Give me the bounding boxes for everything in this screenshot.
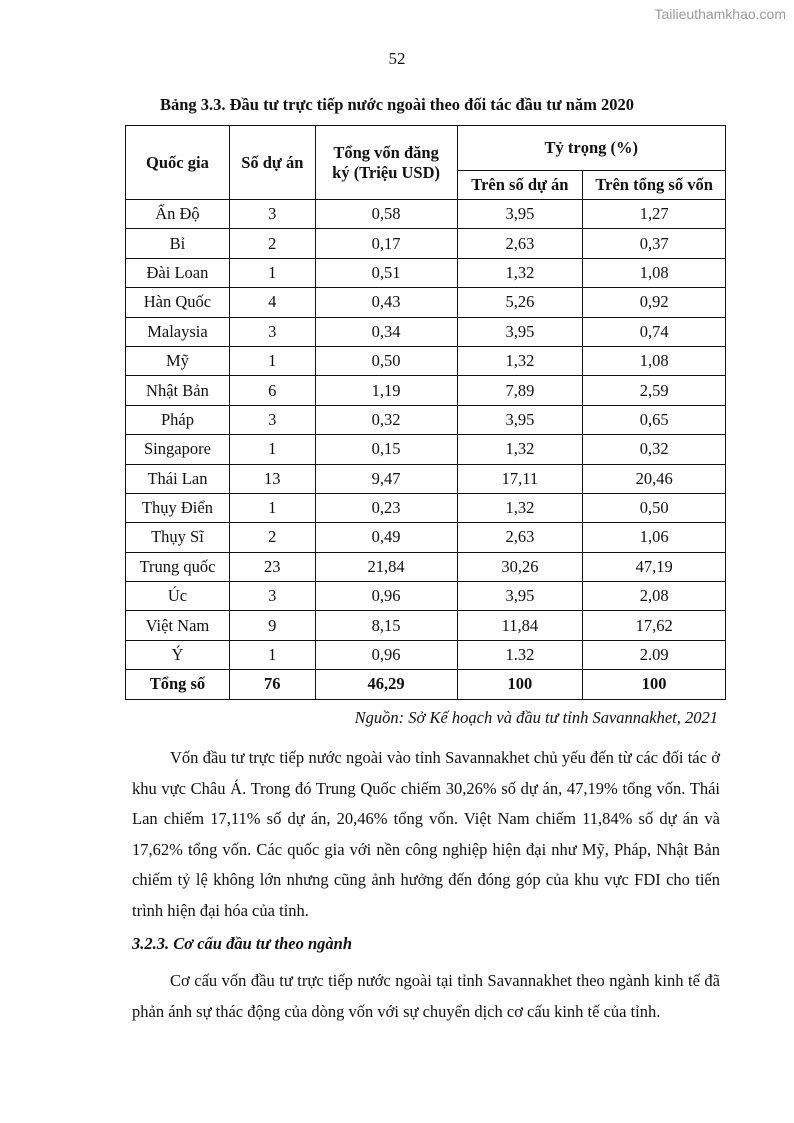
table-row [126,376,726,405]
cell-country: Thụy Điển [126,493,230,522]
fdi-partner-table [125,125,726,700]
table-row [126,258,726,287]
body-paragraph-1: Vốn đầu tư trực tiếp nước ngoài vào tỉnh Savannakhet chủ yếu đến từ các đối tác ở khu vực Châu Á. Trong đó Trung Quốc chiếm 30,26% số dự án, 47,19% tổng vốn. Thái Lan chiếm 17,11% số dự án, 20,46% tổng vốn. Việt Nam chiếm 11,84% số dự án và 17,62% tổng vốn. Các quốc gia với nền công nghiệp hiện đại như Mỹ, Pháp, Nhật Bản chiếm tỷ lệ không lớn nhưng cũng ảnh hưởng đến đóng góp của khu vực FDI cho tiến trình hiện đại hóa của tỉnh. [132,748,720,920]
cell-capital: 9,47 [315,464,457,493]
cell-share-capital: 1,06 [583,523,726,552]
cell-share-capital: 1,08 [583,346,726,375]
cell-country: Việt Nam [126,611,230,640]
cell-country: Hàn Quốc [126,288,230,317]
header-capital: Tổng vốn đăng ký (Triệu USD) [315,126,457,200]
cell-share-projects: 3,95 [457,582,583,611]
cell-country: Trung quốc [126,552,230,581]
table-title: Bảng 3.3. Đầu tư trực tiếp nước ngoài theo đối tác đầu tư năm 2020 [159,95,635,114]
cell-share-capital: 0,32 [583,435,726,464]
cell-capital: 0,34 [315,317,457,346]
cell-country: Pháp [126,405,230,434]
cell-projects: 3 [229,317,315,346]
cell-share-capital: 1,27 [583,200,726,229]
cell-country: Úc [126,582,230,611]
table-row [126,640,726,669]
cell-projects: 6 [229,376,315,405]
table-row [126,405,726,434]
cell-capital: 1,19 [315,376,457,405]
cell-share-projects: 1,32 [457,493,583,522]
cell-share-projects: 11,84 [457,611,583,640]
cell-country: Malaysia [126,317,230,346]
total-cell-share-capital: 100 [583,670,726,699]
cell-share-projects: 5,26 [457,288,583,317]
cell-capital: 0,43 [315,288,457,317]
cell-share-capital: 0,74 [583,317,726,346]
table-row [126,200,726,229]
cell-country: Thụy Sĩ [126,523,230,552]
cell-country: Bỉ [126,229,230,258]
cell-share-projects: 1,32 [457,258,583,287]
cell-country: Đài Loan [126,258,230,287]
cell-share-projects: 2,63 [457,229,583,258]
cell-share-projects: 1,32 [457,435,583,464]
cell-capital: 0,23 [315,493,457,522]
cell-projects: 1 [229,493,315,522]
cell-share-projects: 3,95 [457,317,583,346]
cell-country: Ý [126,640,230,669]
cell-capital: 0,49 [315,523,457,552]
cell-projects: 3 [229,582,315,611]
cell-projects: 1 [229,346,315,375]
table-row [126,346,726,375]
cell-country: Singapore [126,435,230,464]
page-number: 52 [388,49,406,68]
table-row [126,611,726,640]
header-share-capital: Trên tổng số vốn [583,171,726,200]
cell-share-capital: 47,19 [583,552,726,581]
cell-capital: 0,32 [315,405,457,434]
cell-share-capital: 1,08 [583,258,726,287]
section-heading: 3.2.3. Cơ cấu đầu tư theo ngành [132,934,352,953]
cell-capital: 0,96 [315,582,457,611]
table-row [126,464,726,493]
cell-share-projects: 3,95 [457,405,583,434]
cell-capital: 0,96 [315,640,457,669]
cell-capital: 0,58 [315,200,457,229]
cell-projects: 2 [229,523,315,552]
table-row [126,317,726,346]
cell-share-projects: 3,95 [457,200,583,229]
header-projects: Số dự án [229,126,315,200]
table-row [126,288,726,317]
table-row [126,435,726,464]
cell-projects: 13 [229,464,315,493]
header-country: Quốc gia [126,126,230,200]
table-row [126,229,726,258]
cell-projects: 1 [229,258,315,287]
cell-capital: 0,50 [315,346,457,375]
cell-country: Thái Lan [126,464,230,493]
cell-share-capital: 0,92 [583,288,726,317]
header-share: Tỷ trọng (%) [457,126,726,171]
cell-share-capital: 2,59 [583,376,726,405]
cell-share-projects: 30,26 [457,552,583,581]
cell-projects: 4 [229,288,315,317]
cell-share-projects: 1,32 [457,346,583,375]
cell-country: Mỹ [126,346,230,375]
table-row [126,523,726,552]
cell-projects: 2 [229,229,315,258]
cell-projects: 3 [229,200,315,229]
cell-share-capital: 17,62 [583,611,726,640]
header-share-projects: Trên số dự án [457,171,583,200]
total-cell-share-projects: 100 [457,670,583,699]
cell-share-projects: 2,63 [457,523,583,552]
cell-share-projects: 1.32 [457,640,583,669]
table-total-row [126,670,726,699]
table-row [126,552,726,581]
cell-share-capital: 0,65 [583,405,726,434]
cell-share-capital: 2.09 [583,640,726,669]
cell-share-projects: 7,89 [457,376,583,405]
table-row [126,582,726,611]
cell-capital: 0,17 [315,229,457,258]
cell-capital: 8,15 [315,611,457,640]
total-cell-projects: 76 [229,670,315,699]
cell-capital: 0,51 [315,258,457,287]
cell-share-capital: 0,37 [583,229,726,258]
body-paragraph-2: Cơ cấu vốn đầu tư trực tiếp nước ngoài tại tỉnh Savannakhet theo ngành kinh tế đã phản ánh sự thác động của dòng vốn với sự chuyển dịch cơ cấu kinh tế của tỉnh. [132,971,720,1021]
watermark: Tailieuthamkhao.com [654,6,786,22]
cell-share-capital: 20,46 [583,464,726,493]
cell-share-projects: 17,11 [457,464,583,493]
cell-projects: 3 [229,405,315,434]
cell-share-capital: 0,50 [583,493,726,522]
cell-country: Nhật Bản [126,376,230,405]
total-cell-country: Tổng số [126,670,230,699]
cell-projects: 1 [229,640,315,669]
cell-projects: 9 [229,611,315,640]
cell-projects: 23 [229,552,315,581]
cell-capital: 0,15 [315,435,457,464]
total-cell-capital: 46,29 [315,670,457,699]
table-row [126,493,726,522]
cell-country: Ấn Độ [126,200,230,229]
table-source: Nguồn: Sở Kế hoạch và đầu tư tỉnh Savannakhet, 2021 [354,708,718,727]
cell-projects: 1 [229,435,315,464]
cell-capital: 21,84 [315,552,457,581]
cell-share-capital: 2,08 [583,582,726,611]
